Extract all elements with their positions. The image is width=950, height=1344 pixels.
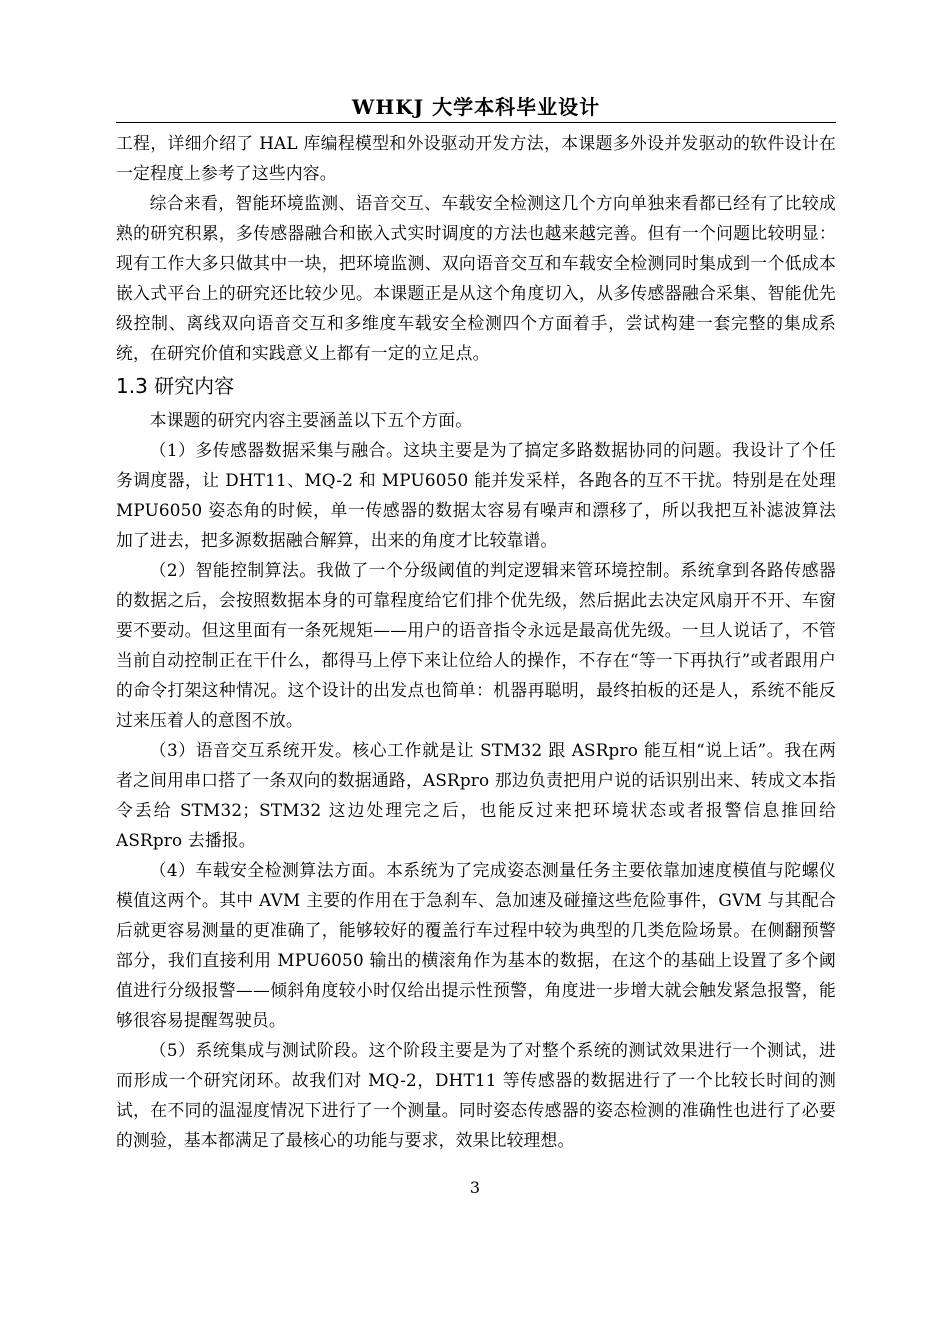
section-heading: 1.3 研究内容 [116,374,235,398]
header-rule [116,122,836,123]
page-number: 3 [469,1178,481,1197]
research-item-5: （5）系统集成与测试阶段。这个阶段主要是为了对整个系统的测试效果进行一个测试，进而形成一个研究闭环。故我们对 MQ-2，DHT11 等传感器的数据进行了一个比较长时间的测试，在不同的温湿度情况下进行了一个测量。同时姿态传感器的姿态检测的准确性也进行了必要的测验，基本都满足了最核心的功能与要求，效果比较理想。 [116,1040,836,1150]
page-body [116,128,836,1155]
paragraph-summary: 综合来看，智能环境监测、语音交互、车载安全检测这几个方向单独来看都已经有了比较成熟的研究积累，多传感器融合和嵌入式实时调度的方法也越来越完善。但有一个问题比较明显：现有工作大多只做其中一块，把环境监测、双向语音交互和车载安全检测同时集成到一个低成本嵌入式平台上的研究还比较少见。本课题正是从这个角度切入，从多传感器融合采集、智能优先级控制、离线双向语音交互和多维度车载安全检测四个方面着手，尝试构建一套完整的集成系统，在研究价值和实践意义上都有一定的立足点。 [116,193,836,363]
research-item-4: （4）车载安全检测算法方面。本系统为了完成姿态测量任务主要依靠加速度模值与陀螺仪模值这两个。其中 AVM 主要的作用在于急刹车、急加速及碰撞这些危险事件，GVM 与其配合后就更容易测量的更准确了，能够较好的覆盖行车过程中较为典型的几类危险场景。在侧翻预警部分，我们直接利用 MPU6050 输出的横滚角作为基本的数据，在这个的基础上设置了多个阈值进行分级报警——倾斜角度较小时仅给出提示性预警，角度进一步增大就会触发紧急报警，能够很容易提醒驾驶员。 [116,860,836,1030]
paragraph-continued: 工程，详细介绍了 HAL 库编程模型和外设驱动开发方法，本课题多外设并发驱动的软件设计在一定程度上参考了这些内容。 [116,133,836,183]
section-intro: 本课题的研究内容主要涵盖以下五个方面。 [149,410,473,430]
research-item-3: （3）语音交互系统开发。核心工作就是让 STM32 跟 ASRpro 能互相“说上话”。我在两者之间用串口搭了一条双向的数据通路，ASRpro 那边负责把用户说的话识别出来、转成文本指令丢给 STM32；STM32 这边处理完之后，也能反过来把环境状态或者报警信息推回给 ASRpro 去播报。 [116,740,836,850]
research-item-1: （1）多传感器数据采集与融合。这块主要是为了搞定多路数据协同的问题。我设计了个任务调度器，让 DHT11、MQ-2 和 MPU6050 能并发采样，各跑各的互不干扰。特别是在处理 MPU6050 姿态角的时候，单一传感器的数据太容易有噪声和漂移了，所以我把互补滤波算法加了进去，把多源数据融合解算，出来的角度才比较靠谱。 [116,440,836,550]
research-item-2: （2）智能控制算法。我做了一个分级阈值的判定逻辑来管环境控制。系统拿到各路传感器的数据之后，会按照数据本身的可靠程度给它们排个优先级，然后据此去决定风扇开不开、车窗要不要动。但这里面有一条死规矩——用户的语音指令永远是最高优先级。一旦人说话了，不管当前自动控制正在干什么，都得马上停下来让位给人的操作，不存在“等一下再执行”或者跟用户的命令打架这种情况。这个设计的出发点也简单：机器再聪明，最终拍板的还是人，系统不能反过来压着人的意图不放。 [116,560,836,730]
page-header-title: WHKJ 大学本科毕业设计 [351,95,601,119]
